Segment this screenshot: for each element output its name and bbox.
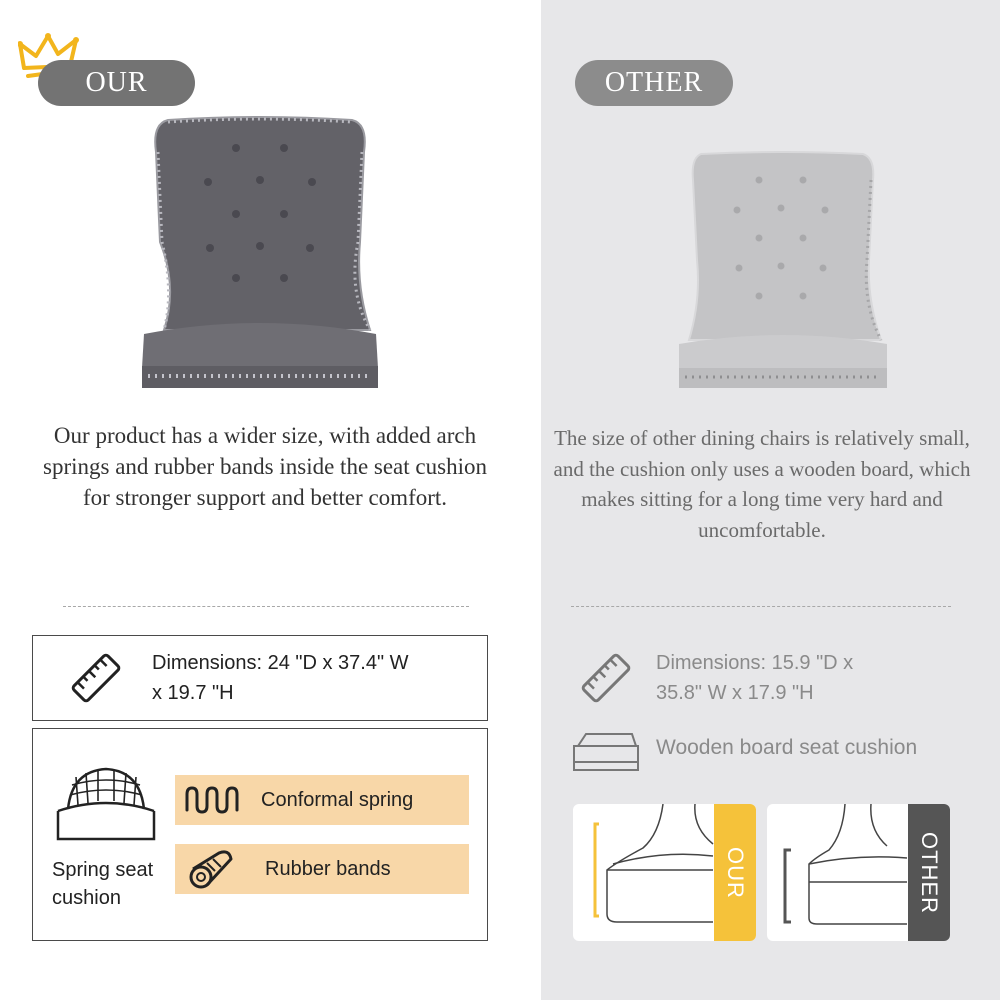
ruler-icon <box>578 650 634 706</box>
feature-label: Conformal spring <box>261 788 414 811</box>
our-chair-image <box>138 112 382 396</box>
other-tag <box>908 804 950 941</box>
other-chair-image <box>675 150 890 395</box>
our-dimensions-line2: x 19.7 "H <box>152 682 234 704</box>
ruler-icon <box>68 650 124 706</box>
spring-seat-label <box>52 856 153 912</box>
our-description: Our product has a wider size, with added arch springs and rubber bands inside the seat cushion for stronger support and better comfort. <box>43 423 487 510</box>
our-dimensions-line1: Dimensions: 24 "D x 37.4" W <box>152 652 409 674</box>
our-tag <box>714 804 756 941</box>
other-tag-label: OTHER <box>917 831 942 914</box>
spring-seat-label-line2: cushion <box>52 887 121 909</box>
feature-conformal-spring <box>175 775 469 825</box>
other-cushion-comparison <box>767 804 950 941</box>
other-dimensions-text <box>656 648 916 708</box>
wooden-board-icon <box>572 730 640 774</box>
rubber-band-roll-icon <box>181 849 243 889</box>
our-dimensions-text <box>152 648 462 708</box>
feature-label: Rubber bands <box>265 857 391 880</box>
feature-rubber-bands <box>175 844 469 894</box>
divider <box>63 606 469 607</box>
other-badge: OTHER <box>575 60 733 106</box>
our-tag-label: OUR <box>723 846 749 899</box>
other-dimensions-line2: 35.8" W x 17.9 "H <box>656 682 814 704</box>
our-cushion-comparison <box>573 804 756 941</box>
spring-cushion-icon <box>52 765 160 843</box>
our-badge: OUR <box>38 60 195 106</box>
spring-seat-label-line1: Spring seat <box>52 859 154 881</box>
zigzag-spring-icon <box>181 780 243 820</box>
divider <box>571 606 951 607</box>
other-dimensions-line1: Dimensions: 15.9 "D x <box>656 652 854 674</box>
other-description: The size of other dining chairs is relatively small, and the cushion only uses a wooden board, which makes sitting for a long time very hard and uncomfortable. <box>553 426 971 542</box>
wooden-board-text: Wooden board seat cushion <box>656 736 918 759</box>
